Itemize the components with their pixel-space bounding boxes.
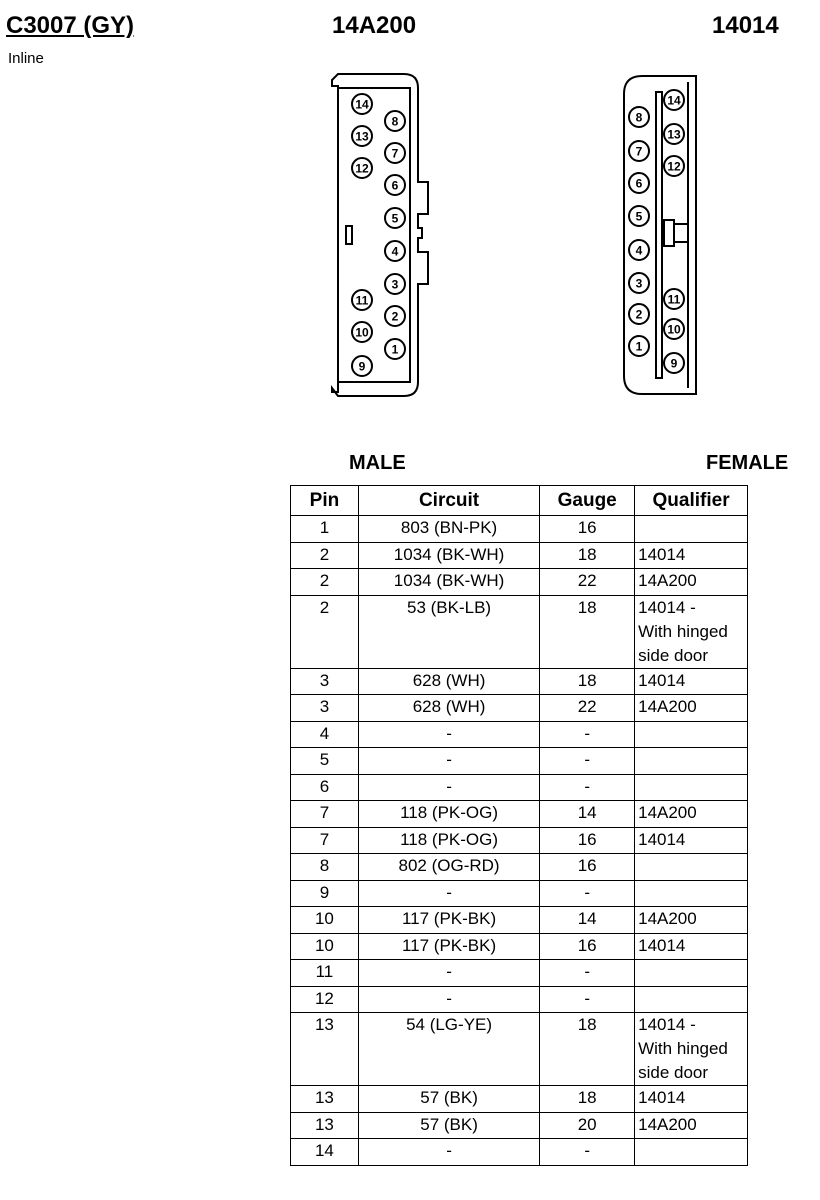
cell-qualifier: 14A200: [635, 1112, 748, 1139]
pin-number: 1: [391, 342, 399, 357]
cell-gauge: -: [540, 721, 635, 748]
cell-qualifier: [635, 516, 748, 543]
table-row: [291, 854, 748, 881]
female-left-pins: [629, 107, 649, 356]
pin-marker: [629, 304, 649, 324]
table-row: [291, 960, 748, 987]
cell-pin: 3: [291, 695, 359, 722]
table-row: [291, 907, 748, 934]
cell-qualifier: [635, 960, 748, 987]
cell-circuit: -: [358, 986, 539, 1013]
cell-pin: 13: [291, 1013, 359, 1086]
pin-number: 9: [670, 356, 678, 371]
cell-qualifier: 14A200: [635, 801, 748, 828]
pin-number: 7: [635, 144, 643, 159]
cell-circuit: 54 (LG-YE): [358, 1013, 539, 1086]
table-row: [291, 933, 748, 960]
table-row: [291, 569, 748, 596]
pin-number: 11: [667, 292, 681, 307]
header-qualifier: Qualifier: [635, 486, 748, 516]
table-row: [291, 774, 748, 801]
cell-pin: 13: [291, 1112, 359, 1139]
table-row: [291, 1086, 748, 1113]
pin-number: 14: [355, 97, 369, 112]
pin-number: 8: [635, 110, 643, 125]
cell-pin: 5: [291, 748, 359, 775]
pin-marker: [664, 289, 684, 309]
cell-gauge: 18: [540, 1086, 635, 1113]
cell-gauge: -: [540, 1139, 635, 1166]
cell-pin: 7: [291, 827, 359, 854]
pin-number: 14: [667, 93, 681, 108]
connector-id: C3007 (GY): [6, 12, 135, 39]
cell-pin: 11: [291, 960, 359, 987]
cell-circuit: 1034 (BK-WH): [358, 569, 539, 596]
pin-number: 10: [667, 322, 681, 337]
pin-number: 9: [358, 359, 366, 374]
cell-circuit: 57 (BK): [358, 1086, 539, 1113]
cell-qualifier: 14014: [635, 933, 748, 960]
cell-circuit: 118 (PK-OG): [358, 801, 539, 828]
pin-number: 3: [635, 276, 643, 291]
pin-marker: [664, 124, 684, 144]
cell-circuit: 117 (PK-BK): [358, 907, 539, 934]
female-connector-divider: [656, 92, 662, 378]
cell-pin: 1: [291, 516, 359, 543]
cell-qualifier: 14014: [635, 1086, 748, 1113]
cell-circuit: -: [358, 1139, 539, 1166]
label-female: FEMALE: [706, 452, 789, 474]
cell-circuit: 628 (WH): [358, 695, 539, 722]
cell-qualifier: 14014: [635, 542, 748, 569]
cell-pin: 7: [291, 801, 359, 828]
cell-gauge: 20: [540, 1112, 635, 1139]
cell-qualifier: 14A200: [635, 695, 748, 722]
table-row: [291, 1139, 748, 1166]
pin-number: 1: [635, 339, 643, 354]
cell-qualifier: 14014: [635, 668, 748, 695]
header-pin: Pin: [291, 486, 359, 516]
cell-pin: 10: [291, 907, 359, 934]
pin-number: 3: [391, 277, 399, 292]
pin-marker: [664, 90, 684, 110]
cell-qualifier: [635, 986, 748, 1013]
cell-circuit: 117 (PK-BK): [358, 933, 539, 960]
cell-circuit: -: [358, 748, 539, 775]
cell-gauge: 22: [540, 569, 635, 596]
table-row: [291, 542, 748, 569]
cell-pin: 10: [291, 933, 359, 960]
pin-number: 8: [391, 114, 399, 129]
cell-gauge: 16: [540, 827, 635, 854]
cell-gauge: 18: [540, 668, 635, 695]
pin-number: 13: [667, 127, 681, 142]
cell-circuit: 803 (BN-PK): [358, 516, 539, 543]
pin-number: 6: [391, 178, 399, 193]
pin-number: 5: [391, 211, 399, 226]
table-row: [291, 827, 748, 854]
pin-marker: [664, 353, 684, 373]
pin-table-body: [291, 516, 748, 1166]
pin-table: [290, 485, 748, 1166]
cell-qualifier: 14A200: [635, 569, 748, 596]
pin-marker: [629, 273, 649, 293]
table-row: [291, 986, 748, 1013]
pin-number: 13: [355, 129, 369, 144]
cell-pin: 13: [291, 1086, 359, 1113]
cell-circuit: 802 (OG-RD): [358, 854, 539, 881]
pin-number: 7: [391, 146, 399, 161]
table-row: [291, 880, 748, 907]
pin-number: 12: [667, 159, 681, 174]
cell-gauge: -: [540, 960, 635, 987]
cell-circuit: -: [358, 880, 539, 907]
pin-number: 5: [635, 209, 643, 224]
header-gauge: Gauge: [540, 486, 635, 516]
pin-number: 10: [355, 325, 369, 340]
table-row: [291, 1112, 748, 1139]
cell-circuit: -: [358, 960, 539, 987]
cell-pin: 2: [291, 595, 359, 668]
cell-qualifier: [635, 721, 748, 748]
pin-number: 4: [391, 244, 399, 259]
cell-gauge: -: [540, 748, 635, 775]
header-circuit: Circuit: [358, 486, 539, 516]
table-row: [291, 695, 748, 722]
cell-qualifier: [635, 1139, 748, 1166]
cell-pin: 12: [291, 986, 359, 1013]
cell-qualifier: 14014: [635, 827, 748, 854]
cell-gauge: -: [540, 774, 635, 801]
connector-type: Inline: [8, 50, 44, 67]
cell-gauge: 16: [540, 516, 635, 543]
cell-pin: 6: [291, 774, 359, 801]
cell-qualifier: [635, 748, 748, 775]
cell-gauge: 18: [540, 1013, 635, 1086]
cell-circuit: -: [358, 721, 539, 748]
cell-pin: 2: [291, 569, 359, 596]
cell-pin: 3: [291, 668, 359, 695]
cell-pin: 9: [291, 880, 359, 907]
female-latch-tab: [674, 224, 688, 242]
part-number-female: 14014: [712, 12, 779, 39]
pin-number: 2: [635, 307, 643, 322]
part-number-male: 14A200: [332, 12, 417, 39]
pin-marker: [629, 173, 649, 193]
cell-qualifier: 14014 - With hinged side door: [635, 595, 748, 668]
cell-pin: 4: [291, 721, 359, 748]
cell-qualifier: 14A200: [635, 907, 748, 934]
pin-number: 6: [635, 176, 643, 191]
female-connector-diagram: [0, 0, 820, 440]
pin-marker: [664, 319, 684, 339]
cell-pin: 8: [291, 854, 359, 881]
cell-circuit: 118 (PK-OG): [358, 827, 539, 854]
cell-gauge: 16: [540, 854, 635, 881]
table-header-row: [291, 486, 748, 516]
pin-number: 12: [355, 161, 369, 176]
cell-gauge: 18: [540, 542, 635, 569]
pin-marker: [629, 141, 649, 161]
cell-gauge: 18: [540, 595, 635, 668]
pin-marker: [629, 206, 649, 226]
table-row: [291, 801, 748, 828]
cell-qualifier: [635, 774, 748, 801]
table-row: [291, 748, 748, 775]
pin-marker: [664, 156, 684, 176]
table-row: [291, 1013, 748, 1086]
pin-number: 4: [635, 243, 643, 258]
pin-marker: [629, 107, 649, 127]
female-latch: [664, 220, 674, 246]
cell-gauge: 16: [540, 933, 635, 960]
cell-qualifier: 14014 - With hinged side door: [635, 1013, 748, 1086]
pin-number: 11: [355, 293, 369, 308]
pin-marker: [629, 240, 649, 260]
cell-circuit: 1034 (BK-WH): [358, 542, 539, 569]
cell-qualifier: [635, 880, 748, 907]
table-row: [291, 516, 748, 543]
cell-circuit: -: [358, 774, 539, 801]
table-row: [291, 721, 748, 748]
cell-gauge: -: [540, 880, 635, 907]
cell-gauge: -: [540, 986, 635, 1013]
cell-pin: 14: [291, 1139, 359, 1166]
cell-circuit: 53 (BK-LB): [358, 595, 539, 668]
cell-gauge: 22: [540, 695, 635, 722]
cell-qualifier: [635, 854, 748, 881]
cell-circuit: 57 (BK): [358, 1112, 539, 1139]
cell-gauge: 14: [540, 907, 635, 934]
cell-pin: 2: [291, 542, 359, 569]
table-row: [291, 595, 748, 668]
cell-gauge: 14: [540, 801, 635, 828]
label-male: MALE: [349, 452, 406, 474]
pin-number: 2: [391, 309, 399, 324]
pin-marker: [629, 336, 649, 356]
table-row: [291, 668, 748, 695]
cell-circuit: 628 (WH): [358, 668, 539, 695]
